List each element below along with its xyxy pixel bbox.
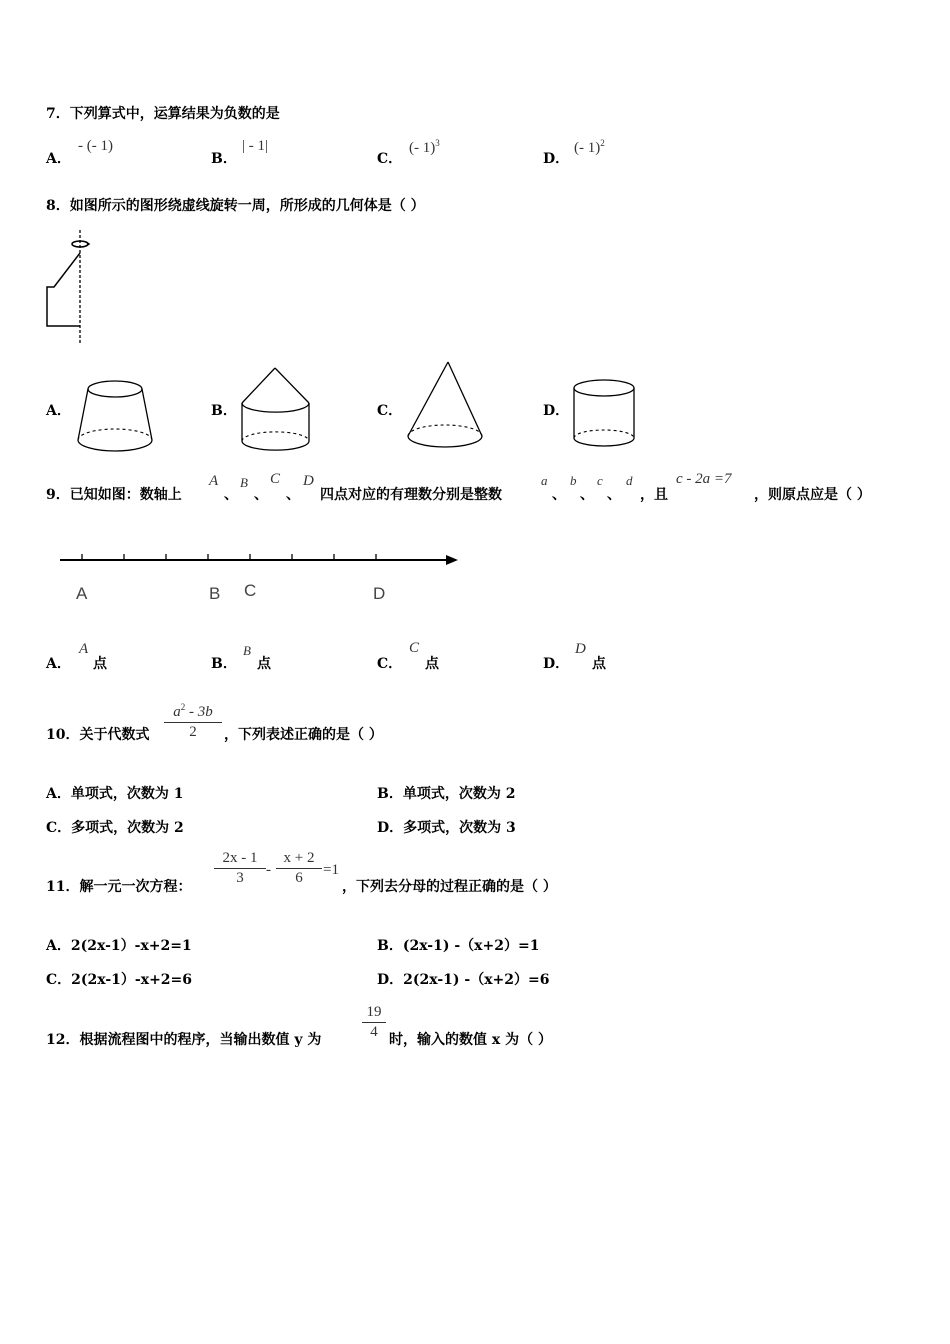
q7-option-b-expr: | - 1| [242,138,269,154]
q9-option-a-label: A． [46,656,71,672]
q8-option-c-label: C． [377,403,403,419]
q9-option-b-label: B． [211,656,237,672]
q11-option-b: B．(2x-1) -（x+2）=1 [377,938,540,954]
q9-suffix: ，则原点应是（ ） [754,487,871,503]
q9-var-sep-2: 、 [580,487,594,503]
q9-option-a-var: A [79,641,89,657]
q10-frac-den: 2 [189,724,197,740]
q9-option-c-label: C． [377,656,403,672]
q10-fraction [164,702,222,741]
q9-condition: c - 2a =7 [676,471,732,487]
rotated-shape [47,253,80,326]
q11-fraction-2: x + 2 6 [276,850,322,887]
arrow-right-icon [446,555,458,565]
q8-cone-cylinder-figure [238,365,313,457]
q9-var-a: a [541,473,548,488]
q8-option-d-label: D． [543,403,570,419]
q11-equals: =1 [323,862,339,878]
q9-sep-1: 、 [224,487,238,503]
q8-option-b-label: B． [211,403,237,419]
q11-fraction-1: 2x - 1 3 [214,850,266,887]
q9-option-d-label: D． [543,656,570,672]
q7-option-b-label: B． [211,151,237,167]
q7-option-c-expr: (- 1)$^3$ [409,138,440,156]
q9-cond-prefix: ，且 [640,487,668,503]
q7-option-a-expr: - (- 1) [78,138,113,154]
q10-prefix: 10．关于代数式 [46,727,150,743]
q11-option-a: A．2(2x-1）-x+2=1 [46,938,192,954]
q7-option-c-label: C． [377,151,403,167]
q9-var-d: d [626,473,633,488]
axis-label-c: C [244,581,257,600]
q9-option-c-text: 点 [425,656,439,672]
q10-option-d: D．多项式，次数为 3 [377,820,516,836]
q9-point-d: D [303,473,314,489]
q11-prefix: 11．解一元一次方程： [46,879,192,895]
q11-suffix: ，下列去分母的过程正确的是（ ） [342,879,557,895]
q9-prefix: 9．已知如图：数轴上 [46,487,182,503]
q12-suffix: 时，输入的数值 x 为（ ） [389,1032,552,1048]
axis-label-b: B [209,584,221,603]
q9-mid: 四点对应的有理数分别是整数 [320,487,502,503]
q10-option-b: B．单项式，次数为 2 [377,786,516,802]
axis-label-d: D [373,584,386,603]
q8-cone-figure [403,358,487,458]
q10-option-a: A．单项式，次数为 1 [46,786,184,802]
q7-option-d-expr: (- 1)$^2$ [574,138,605,156]
q9-option-d-text: 点 [592,656,606,672]
q9-point-b: B [240,475,248,490]
q9-sep-2: 、 [254,487,268,503]
q9-var-sep-1: 、 [552,487,566,503]
q11-minus: - [266,862,271,878]
q9-option-a-text: 点 [93,656,107,672]
q8-rotation-figure [40,225,100,350]
q9-point-a: A [209,473,219,489]
q9-number-line [58,550,463,570]
q8-option-a-label: A． [46,403,71,419]
q9-sep-3: 、 [286,487,300,503]
q9-option-d-var: D [575,641,586,657]
q10-suffix: ，下列表述正确的是（ ） [224,727,383,743]
q7-option-d-label: D． [543,151,570,167]
q12-prefix: 12．根据流程图中的程序，当输出数值 y 为 [46,1032,322,1048]
q12-fraction: 19 4 [362,1004,386,1041]
q11-option-d: D．2(2x-1) -（x+2）=6 [377,972,550,988]
q7-option-a-label: A． [46,151,71,167]
q9-var-sep-3: 、 [607,487,621,503]
q11-option-c: C．2(2x-1）-x+2=6 [46,972,193,988]
q8-stem: 8．如图所示的图形绕虚线旋转一周，所形成的几何体是（ ） [46,198,425,214]
q10-option-c: C．多项式，次数为 2 [46,820,184,836]
axis-label-a: A [76,584,88,603]
q10-frac-num: $a^2 - 3b$ [173,702,213,720]
q9-var-c: c [597,473,603,488]
q9-var-b: b [570,473,577,488]
q9-option-b-text: 点 [257,656,271,672]
q8-frustum-figure [74,378,156,456]
q7-stem: 7．下列算式中，运算结果为负数的是 [46,106,280,122]
q9-option-c-var: C [409,640,420,656]
q8-cylinder-figure [570,376,638,456]
q9-point-c: C [270,471,281,487]
q9-option-b-var: B [243,643,251,658]
